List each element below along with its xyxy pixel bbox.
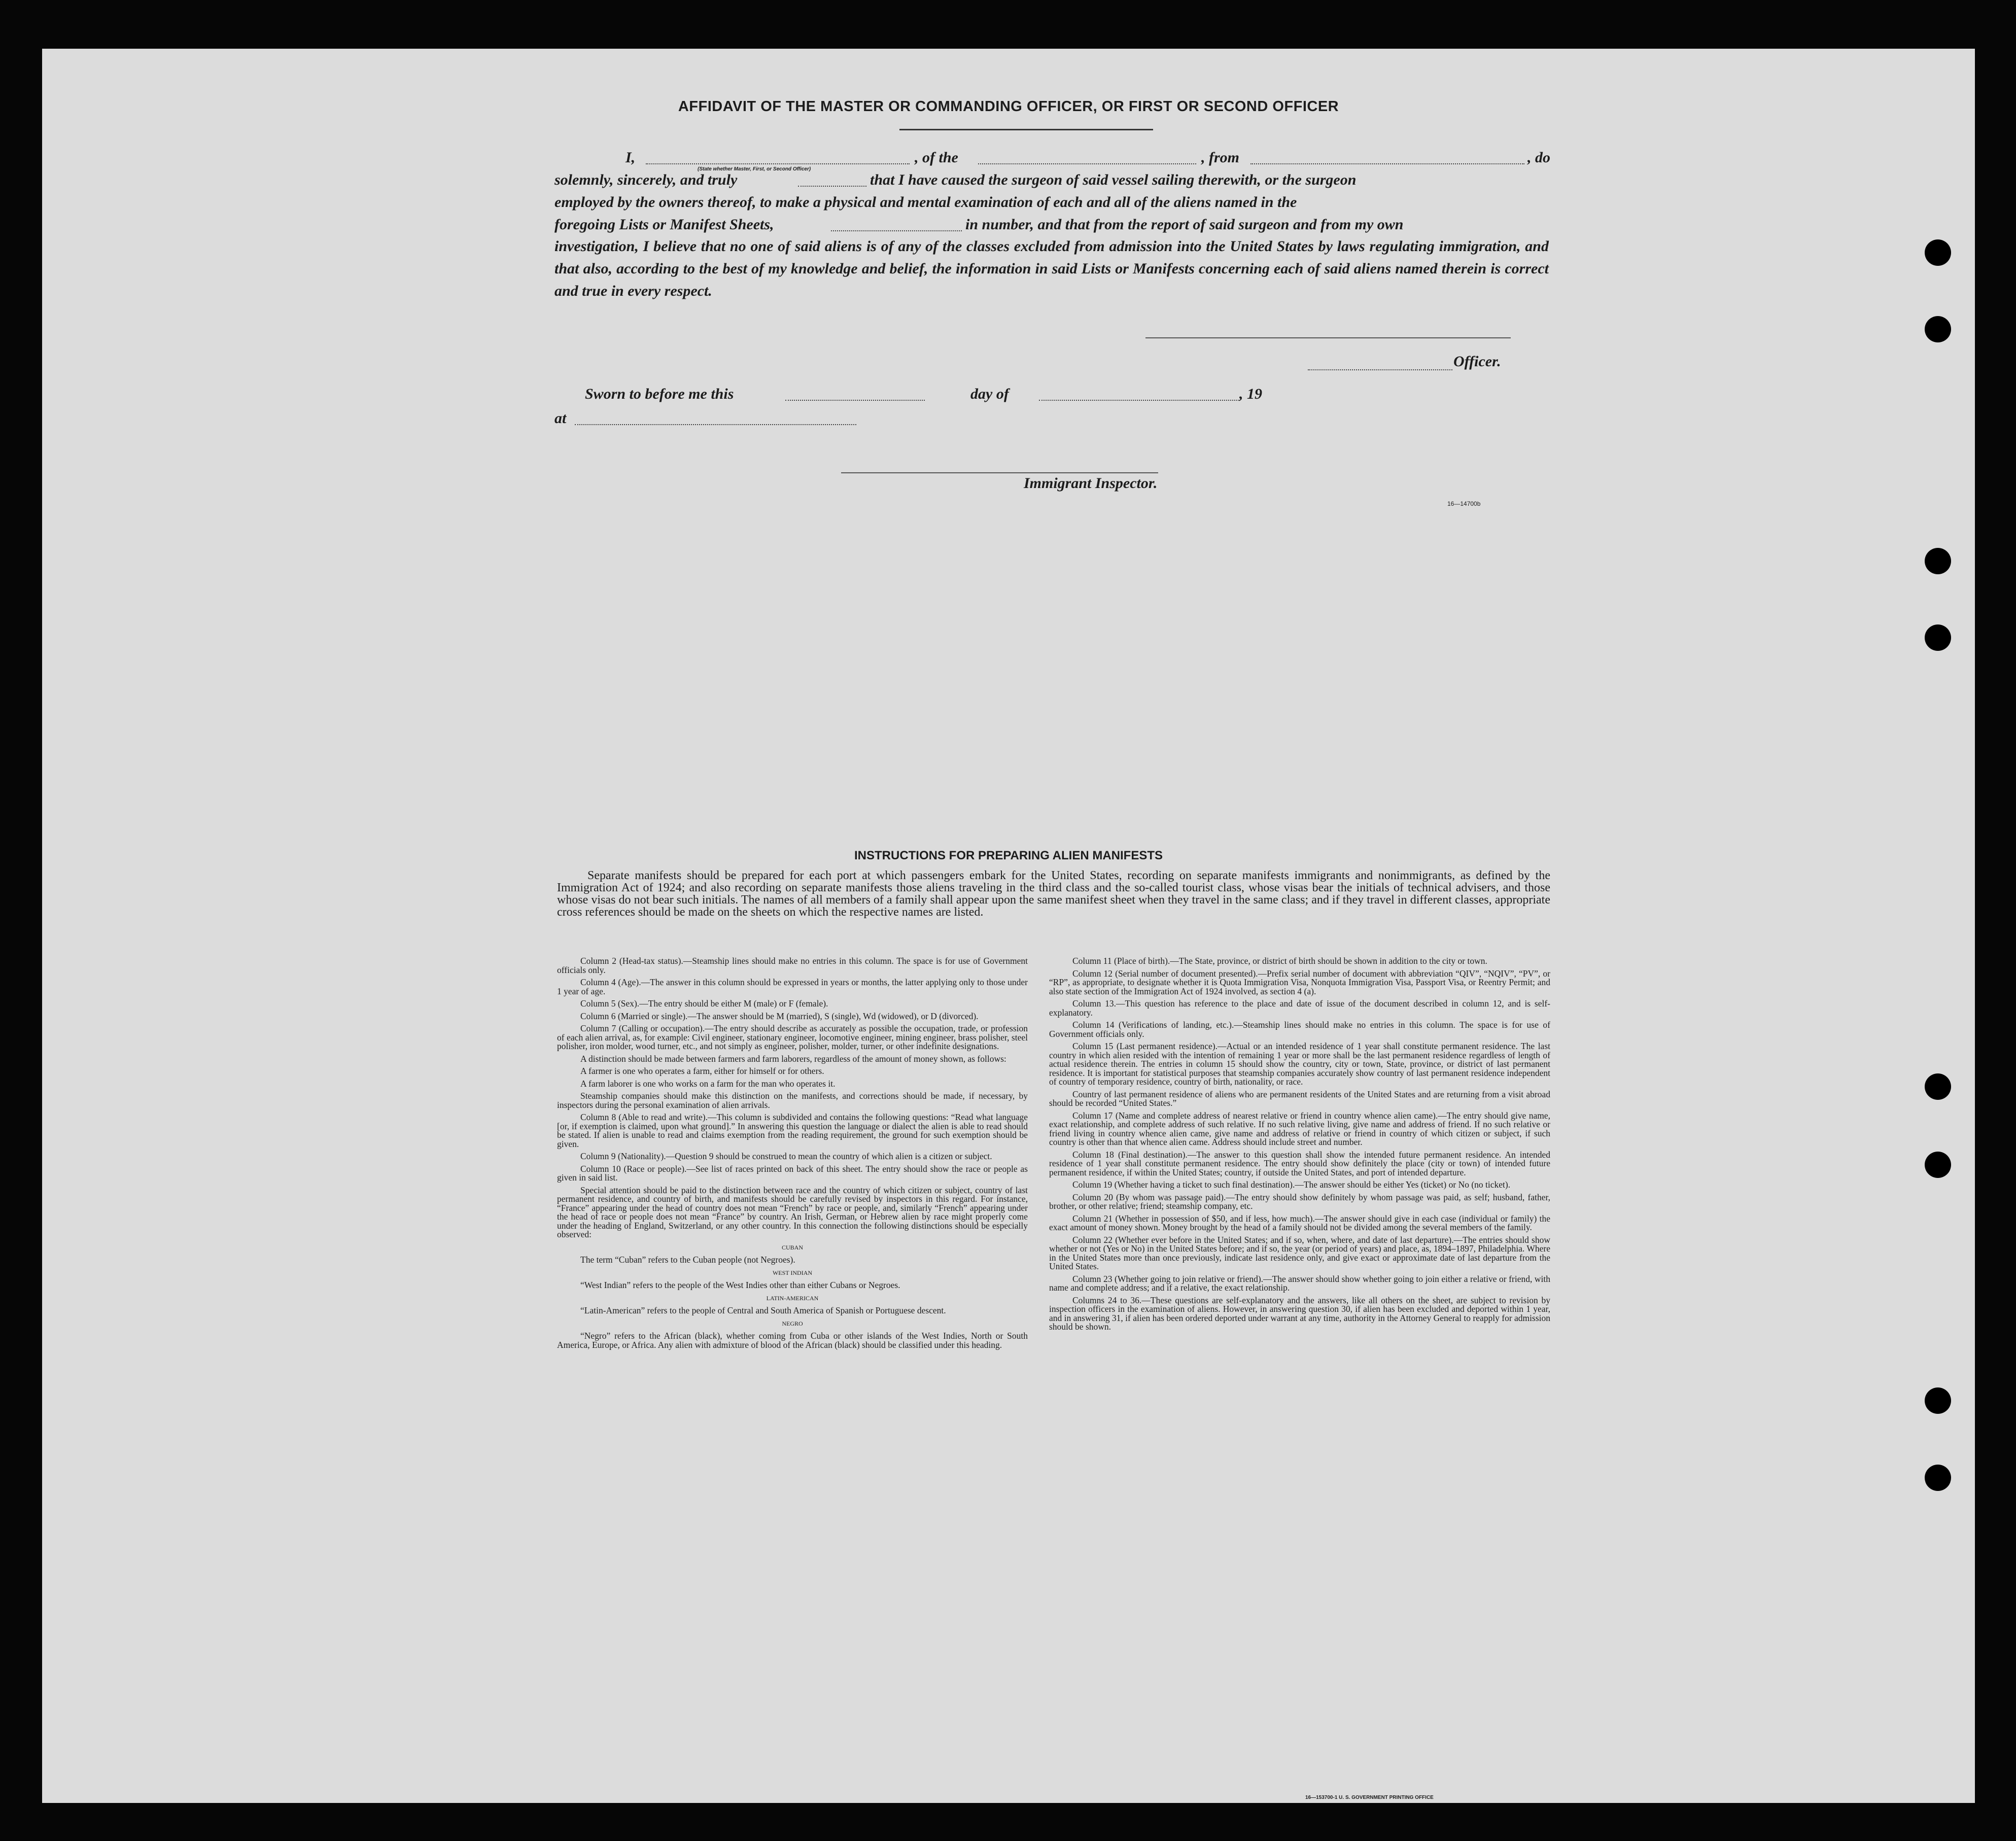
affidavit-line-4: [554, 216, 1549, 236]
col-12-instruction: Column 12 (Serial number of document presented).—Prefix serial number of document with abbreviation “QIV”, “NQIV”, “PV”, or “RP”, as appropriate, to designate whether it is Quota Immigration Visa, Nonquota Immigration Visa, Passport Visa, or Reentry Permit; and also state section of the Immigration Act of 1924 involved, as section 4 (a).: [1049, 968, 1550, 996]
place-blank[interactable]: [575, 424, 856, 425]
col-21-instruction: Column 21 (Whether in possession of $50, and if less, how much).—The answer should give in each case (individual or family) the exact amount of money shown. Money brought by the head of a family should not be divided among the several members of the family.: [1049, 1213, 1550, 1232]
latin-american-definition: “Latin-American” refers to the people of Central and South America of Spanish or Portuguese descent.: [580, 1305, 946, 1315]
heading-latin-american: LATIN-AMERICAN: [766, 1294, 819, 1302]
sworn-line: [554, 386, 1549, 406]
printing-office-footer: 16—153700-1 U. S. GOVERNMENT PRINTING OFFICE: [1305, 1795, 1434, 1800]
vessel-blank[interactable]: [978, 163, 1196, 164]
title-rule: [899, 129, 1153, 130]
word-in-number: in number, and that from the report of said surgeon and from my own: [965, 216, 1404, 233]
punch-hole: [1925, 1152, 1951, 1178]
affidavit-line-2: [554, 171, 1549, 192]
instructions-right-column: [1049, 957, 1550, 1335]
col-9-instruction: Column 9 (Nationality).—Question 9 should be construed to mean the country of which alien is a citizen or subject.: [580, 1151, 992, 1161]
officer-rank-blank[interactable]: [646, 163, 910, 164]
affidavit-line-1: [554, 149, 1550, 172]
col-8-instruction: Column 8 (Able to read and write).—This column is subdivided and contains the following questions: “Read what language [or, if exemption is claimed, upon what ground].” In answering this question the language or dialect the alien is able to read should be stated. If alien is unable to read and claims exemption from the reading requirement, the ground for such exemption should be given.: [557, 1112, 1028, 1149]
sworn-date-blank[interactable]: [785, 400, 925, 401]
col-6-instruction: Column 6 (Married or single).—The answer should be M (married), S (single), Wd (widowed), or D (divorced).: [580, 1011, 979, 1021]
col-19-instruction: Column 19 (Whether having a ticket to such final destination).—The answer should be either Yes (ticket) or No (no ticket).: [1072, 1179, 1511, 1190]
col-23-instruction: Column 23 (Whether going to join relative or friend).—The answer should show whether going to join either a relative or friend, with name and complete address; and if a relative, the exact relationship.: [1049, 1273, 1550, 1293]
race-country-note: Special attention should be paid to the distinction between race and the country of which citizen or subject, country of last permanent residence, and country of birth, and manifests should be carefully revised by inspectors in this regard. For instance, “France” appearing under the head of country does not mean “French” by race or people, and, similarly “French” appearing under the head of race or people does not mean “France” by country. An Irish, German, or Hebrew alien by race might properly come under the heading of England, Switzerland, or any other country. In this connection the following distinctions should be especially observed:: [557, 1185, 1028, 1239]
col-5-instruction: Column 5 (Sex).—The entry should be either M (male) or F (female).: [580, 998, 828, 1009]
instructions-intro: Separate manifests should be prepared for each port at which passengers embark for the United States, recording on separate manifests immigrants and nonimmigrants, as defined by the Immigration Act of 1924; and also recording on separate manifests those aliens traveling in the third class and the so-called tourist class, whose visas bear the initials of technical advisers, and those whose visas do not bear such initials. The names of all members of a family shall appear upon the same manifest sheet when they travel in the same class; and if they travel in different classes, appropriate cross references should be made on the sheets on which the respective names are listed.: [557, 869, 1550, 919]
line-3-text: employed by the owners thereof, to make a physical and mental examination of each and all of the aliens named in the: [554, 194, 1297, 211]
inspector-label: Immigrant Inspector.: [1024, 475, 1158, 492]
word-of-the: , of the: [915, 149, 958, 166]
at-line: [554, 410, 1549, 430]
oath-blank[interactable]: [798, 186, 866, 187]
punch-hole: [1925, 624, 1951, 651]
officer-rank-note: (State whether Master, First, or Second Officer): [698, 166, 811, 172]
punch-hole: [1925, 239, 1951, 266]
col-17-instruction: Column 17 (Name and complete address of nearest relative or friend in country whence alien came).—The entry should give name, exact relationship, and complete address of such relative. If no such relative living, give name and address of friend. If no such relative or friend living in country whence alien came, give name and address of relative or friend in country of which citizen or subject, if such country is other than that whence alien came. Address should include street and number.: [1049, 1110, 1550, 1147]
col-11-instruction: Column 11 (Place of birth).—The State, province, or district of birth should be shown in addition to the city or town.: [1072, 956, 1487, 966]
col-10-instruction: Column 10 (Race or people).—See list of races printed on back of this sheet. The entry should show the race or people as given in said list.: [557, 1163, 1028, 1183]
word-from: , from: [1201, 149, 1239, 166]
word-do: , do: [1527, 149, 1550, 166]
sworn-month-blank[interactable]: [1039, 400, 1239, 401]
punch-hole: [1925, 1073, 1951, 1100]
col-4-instruction: Column 4 (Age).—The answer in this column should be expressed in years or months, the latter applying only to those under 1 year of age.: [557, 977, 1028, 996]
officer-label: Officer.: [1453, 353, 1501, 370]
col-2-instruction: Column 2 (Head-tax status).—Steamship lines should make no entries in this column. The space is for use of Government officials only.: [557, 956, 1028, 975]
affidavit-body: investigation, I believe that no one of said aliens is of any of the classes excluded from admission into the United States by laws regulating immigration, and that also, according to the best of my knowledge and belief, the information in said Lists or Manifests concerning each of said aliens named therein is correct and true in every respect.: [554, 238, 1549, 299]
farm-laborer-definition: A farm laborer is one who works on a farm for the man who operates it.: [580, 1078, 836, 1089]
affidavit-title: AFFIDAVIT OF THE MASTER OR COMMANDING OFFICER, OR FIRST OR SECOND OFFICER: [678, 98, 1339, 115]
col-13-instruction: Column 13.—This question has reference to the place and date of issue of the document described in column 12, and is self-explanatory.: [1049, 998, 1550, 1018]
word-that: that I have caused the surgeon of said vessel sailing therewith, or the surgeon: [870, 171, 1357, 188]
officer-name-blank[interactable]: [1308, 369, 1452, 370]
col-20-instruction: Column 20 (By whom was passage paid).—The entry should show definitely by whom passage was paid, as self; husband, father, brother, or other relative; friend; steamship company, etc.: [1049, 1192, 1550, 1211]
col-18-instruction: Column 18 (Final destination).—The answer to this question shall show the intended future permanent residence. An intended residence of 1 year shall constitute permanent residence. The entry should show definitely the place (city or town) of intended future permanent residence, if within the United States; country, if outside the United States, and port of intended departure.: [1049, 1149, 1550, 1177]
col-15-instruction: Column 15 (Last permanent residence).—Actual or an intended residence of 1 year shall constitute permanent residence. The last country in which alien resided with the intention of remaining 1 year or more shall be the last permanent residence regardless of length of actual residence therein. The entries in column 15 should show the country, city or town, State, province, or district of last permanent residence. It is important for statistical purposes that steamship companies accurately show country of last permanent residence independent of country of temporary residence, country of birth, nationality, or race.: [1049, 1041, 1550, 1087]
form-number: 16—14700b: [1447, 500, 1481, 507]
punch-hole: [1925, 1465, 1951, 1491]
word-sworn: Sworn to before me this: [585, 386, 734, 402]
col-22-instruction: Column 22 (Whether ever before in the United States; and if so, when, where, and date of last departure).—The entries should show whether or not (Yes or No) in the United States before; and if so, the year (or period of years) and place, as, 1894–1897, Philadelphia. Where in the United States more than once previously, indicate last residence only, and give exact or approximate date of last departure from the United States.: [1049, 1234, 1550, 1271]
from-port-blank[interactable]: [1250, 163, 1524, 164]
heading-cuban: CUBAN: [781, 1243, 803, 1251]
punch-hole: [1925, 1387, 1951, 1414]
residence-us-note: Country of last permanent residence of aliens who are permanent residents of the United States and are returning from a visit abroad should be recorded “United States.”: [1049, 1089, 1550, 1108]
inspector-signature-line[interactable]: [841, 472, 1158, 473]
west-indian-definition: “West Indian” refers to the people of the West Indies other than either Cubans or Negroes.: [580, 1280, 900, 1290]
word-foregoing: foregoing Lists or Manifest Sheets,: [554, 216, 774, 233]
word-day-of: day of: [970, 386, 1009, 402]
officer-signature-line[interactable]: [1145, 337, 1511, 338]
word-19: , 19: [1239, 386, 1262, 402]
word-at: at: [554, 410, 567, 427]
document-sheet: [42, 49, 1975, 1803]
heading-negro: NEGRO: [782, 1319, 803, 1327]
col-24-36-instruction: Columns 24 to 36.—These questions are self-explanatory and the answers, like all others on the sheet, are subject to revision by inspection officers in the examination of aliens. However, in answering question 30, if alien has been excluded and deported within 1 year, and in answering 31, if alien has been ordered deported under warrant at any time, authority in the Attorney General to reapply for admission should be shown.: [1049, 1295, 1550, 1332]
cuban-definition: The term “Cuban” refers to the Cuban people (not Negroes).: [580, 1255, 795, 1265]
col-14-instruction: Column 14 (Verifications of landing, etc.).—Steamship lines should make no entries in this column. The space is for use of Government officials only.: [1049, 1020, 1550, 1039]
affidavit-line-3: [554, 194, 1549, 214]
farmer-distinction: A distinction should be made between farmers and farm laborers, regardless of the amount of money shown, as follows:: [580, 1053, 1006, 1064]
punch-hole: [1925, 548, 1951, 574]
farmer-definition: A farmer is one who operates a farm, either for himself or for others.: [580, 1066, 824, 1076]
negro-definition: “Negro” refers to the African (black), whether coming from Cuba or other islands of the West Indies, North or South America, Europe, or Africa. Any alien with admixture of blood of the African (black) should be classified under this heading.: [557, 1331, 1028, 1350]
instructions-left-column: [557, 957, 1028, 1353]
sheet-count-blank[interactable]: [831, 230, 962, 231]
steamship-distinction: Steamship companies should make this distinction on the manifests, and corrections should be made, if necessary, by inspectors during the personal examination of alien arrivals.: [557, 1091, 1028, 1110]
punch-hole: [1925, 316, 1951, 342]
word-i: I,: [625, 149, 636, 166]
heading-west-indian: WEST INDIAN: [772, 1269, 813, 1276]
word-solemnly: solemnly, sincerely, and truly: [554, 171, 738, 188]
col-7-instruction: Column 7 (Calling or occupation).—The entry should describe as accurately as possible the occupation, trade, or profession of each alien arrival, as, for example: Civil engineer, stationary engineer, locomotive engineer, mining engineer, brass polisher, steel polisher, iron molder, wood turner, etc., and not simply as engineer, polisher, molder, turner, or other indefinite designations.: [557, 1023, 1028, 1051]
instructions-title: INSTRUCTIONS FOR PREPARING ALIEN MANIFESTS: [854, 849, 1163, 862]
